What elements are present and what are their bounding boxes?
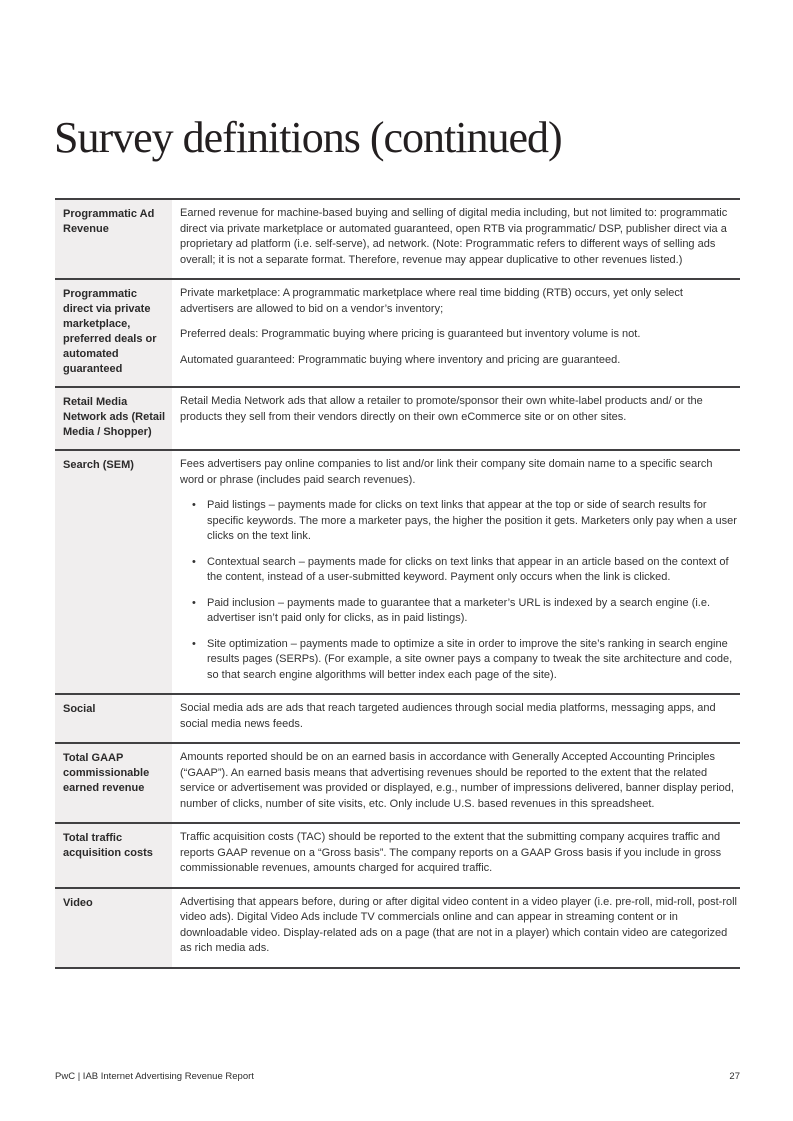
footer-page-number: 27 <box>729 1071 740 1082</box>
definition-paragraph: Fees advertisers pay online companies to list and/or link their company site domain name to a specific search word or phrase (includes paid search revenues). <box>180 458 713 486</box>
definition-paragraph: Private marketplace: A programmatic marketplace where real time bidding (RTB) occurs, yet only select advertisers are allowed to bid on a vendor’s inventory; <box>180 287 683 315</box>
bullet-item <box>192 637 738 684</box>
definition-cell <box>172 744 740 822</box>
term-cell: Programmatic direct via private marketplace, preferred deals or automated guaranteed <box>55 280 172 386</box>
table-row <box>55 742 740 822</box>
definition-paragraph: Traffic acquisition costs (TAC) should be reported to the extent that the submitting company acquires traffic and reports GAAP revenue on a “Gross basis”. The company reports on a GAAP Gross basis if you include in gross commissionable revenues, amounts charged for acquired traffic. <box>180 831 722 874</box>
definition-paragraph: Social media ads are ads that reach targeted audiences through social media platforms, messaging apps, and social media news feeds. <box>180 702 716 730</box>
term-cell: Programmatic Ad Revenue <box>55 200 172 278</box>
term-cell: Retail Media Network ads (Retail Media / Shopper) <box>55 388 172 449</box>
table-row <box>55 198 740 278</box>
footer-report-title: PwC | IAB Internet Advertising Revenue Report <box>55 1071 254 1082</box>
definition-paragraph: Earned revenue for machine-based buying and selling of digital media including, but not limited to: programmatic direct via private marketplace or automated guaranteed, open RTB via programmatic/ DSP, publisher direct via a proprietary ad platform (i.e. self-serve), ad network. (Note: Programmatic refers to different ways of selling ads overall; it is not a separate format. Therefore, revenue may appear duplicative to other revenues listed.) <box>180 207 728 266</box>
definition-cell <box>172 451 740 693</box>
definitions-table <box>55 198 740 969</box>
table-row <box>55 887 740 969</box>
bullet-icon: • <box>192 555 196 568</box>
definition-cell <box>172 889 740 967</box>
table-row <box>55 693 740 742</box>
table-row <box>55 449 740 693</box>
definition-paragraph: Advertising that appears before, during or after digital video content in a video player (i.e. pre-roll, mid-roll, post-roll video ads). Digital Video Ads include TV commercials online and can appear in streaming content or in downloadable video. Display-related ads on a page (that are not in a player) which contain video are categorized as rich media ads. <box>180 895 737 954</box>
table-row <box>55 386 740 449</box>
definition-cell <box>172 824 740 887</box>
bullet-text: Contextual search – payments made for clicks on text links that appear in an article based on the context of the content, instead of a user-submitted keyword. Payment only occurs when the link is clicked. <box>207 555 729 583</box>
definition-paragraph: Automated guaranteed: Programmatic buying where inventory and pricing are guaranteed. <box>180 353 621 366</box>
table-row <box>55 278 740 386</box>
definition-paragraph: Amounts reported should be on an earned basis in accordance with Generally Accepted Accounting Principles (“GAAP”). An earned basis means that advertising revenues should be reported to the extent that the related service or advertisement was provided or displayed, e.g., number of impressions delivered, banner display period, number of clicks, number of site visits, etc. Only include U.S. based revenues in this spreadsheet. <box>180 751 734 810</box>
bullet-icon: • <box>192 596 196 609</box>
bullet-icon: • <box>192 499 196 511</box>
bullet-item <box>192 596 738 627</box>
term-cell: Total traffic acquisition costs <box>55 824 172 887</box>
bullet-item <box>192 555 738 586</box>
page-footer <box>55 1071 740 1083</box>
bullet-text: Paid inclusion – payments made to guarantee that a marketer’s URL is indexed by a search engine (i.e. advertiser isn’t paid only for clicks, as in paid listings). <box>207 596 711 624</box>
page-title: Survey definitions (continued) <box>54 113 562 163</box>
bullet-icon: • <box>192 637 196 650</box>
bullet-item <box>192 498 738 545</box>
definition-cell <box>172 388 740 449</box>
definition-cell <box>172 280 740 386</box>
term-cell: Search (SEM) <box>55 451 172 693</box>
term-cell: Social <box>55 695 172 742</box>
table-row <box>55 822 740 887</box>
term-cell: Total GAAP commissionable earned revenue <box>55 744 172 822</box>
definition-paragraph: Retail Media Network ads that allow a retailer to promote/sponsor their own white-label products and/ or the products they sell from their vendors directly on their own eCommerce site or on other sites. <box>180 395 703 423</box>
definition-cell <box>172 695 740 742</box>
term-cell: Video <box>55 889 172 967</box>
bullet-text: Site optimization – payments made to optimize a site in order to improve the site’s ranking in search engine results pages (SERPs). (For example, a site owner pays a company to tweak the site architecture and code, so that search engine algorithms will better index each page of the site). <box>207 637 733 681</box>
definition-paragraph: Preferred deals: Programmatic buying where pricing is guaranteed but inventory volume is not. <box>180 328 641 340</box>
definition-cell <box>172 200 740 278</box>
bullet-text: Paid listings – payments made for clicks on text links that appear at the top or side of search results for specific keywords. The more a marketer pays, the higher the position it gets. Marketers only pay when a user clicks on the text link. <box>207 499 737 542</box>
